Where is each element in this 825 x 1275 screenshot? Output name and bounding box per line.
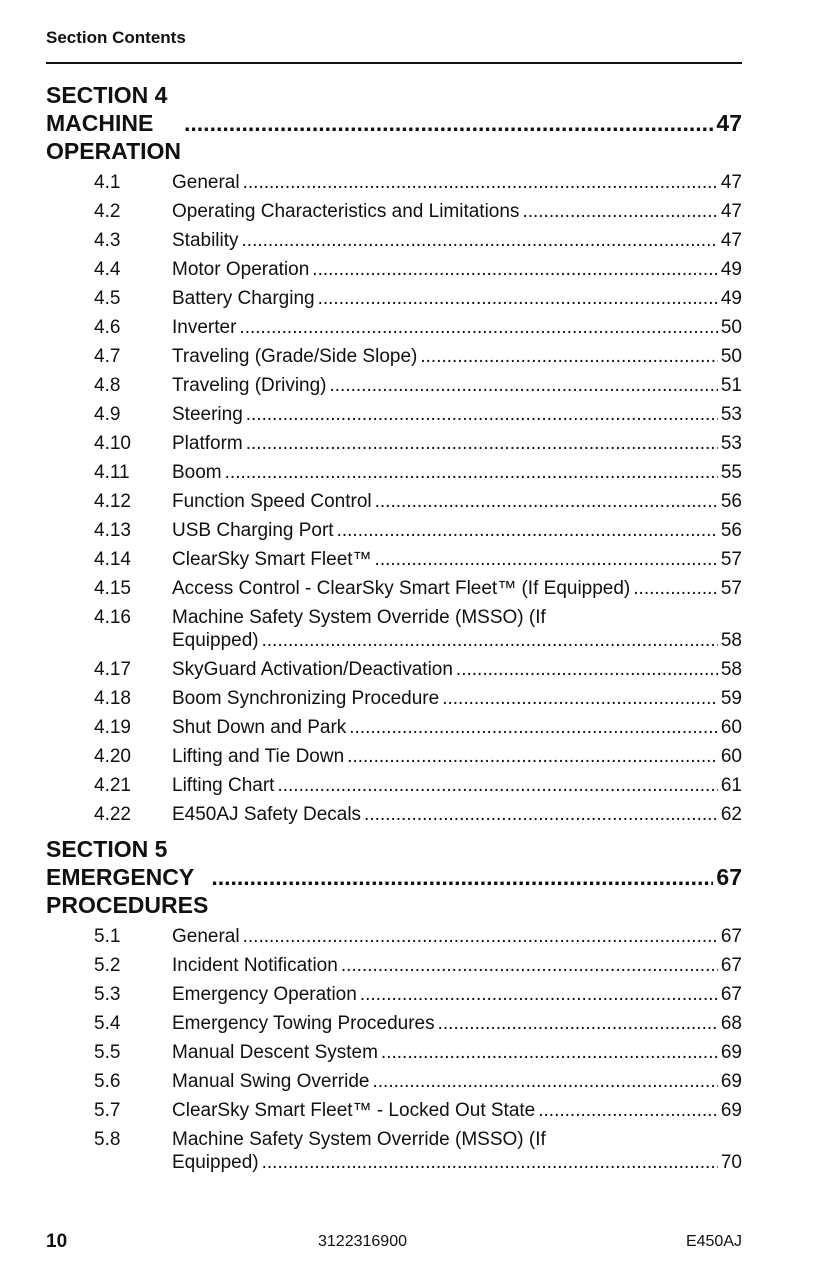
entry-number: 4.1 xyxy=(94,172,121,193)
dot-leader xyxy=(243,925,718,948)
entry-title: Stability xyxy=(172,230,239,251)
dot-leader xyxy=(239,316,717,339)
entry-page: 69 xyxy=(720,1100,742,1121)
entry-page: 53 xyxy=(720,433,742,454)
entry-number: 4.17 xyxy=(94,659,131,680)
table-of-contents xyxy=(46,82,742,1184)
entry-page: 57 xyxy=(720,549,742,570)
entry-title: General xyxy=(172,172,240,193)
entry-title: ClearSky Smart Fleet™ - Locked Out State xyxy=(172,1100,536,1121)
entry-page: 53 xyxy=(720,404,742,425)
toc-entry[interactable] xyxy=(46,925,742,948)
entry-title: Boom xyxy=(172,462,222,483)
footer-model: E450AJ xyxy=(685,1233,742,1250)
entry-page: 56 xyxy=(720,520,742,541)
entry-page: 68 xyxy=(720,1013,742,1034)
entry-number: 4.14 xyxy=(94,549,131,570)
toc-entry[interactable] xyxy=(46,658,742,681)
entry-number: 4.8 xyxy=(94,375,121,396)
entry-number: 5.3 xyxy=(94,984,121,1005)
dot-leader xyxy=(456,658,718,681)
dot-leader xyxy=(364,803,718,826)
entry-title: Lifting Chart xyxy=(172,775,275,796)
entry-page: 56 xyxy=(720,491,742,512)
entry-page: 62 xyxy=(720,804,742,825)
entry-title: Manual Descent System xyxy=(172,1042,378,1063)
entry-title: Traveling (Grade/Side Slope) xyxy=(172,346,418,367)
dot-leader xyxy=(312,258,718,281)
dot-leader xyxy=(538,1099,718,1122)
entry-page: 47 xyxy=(720,201,742,222)
entry-title: SkyGuard Activation/Deactivation xyxy=(172,659,453,680)
entry-title: Battery Charging xyxy=(172,288,315,309)
toc-entry[interactable] xyxy=(46,1041,742,1064)
section-page: 67 xyxy=(716,864,742,890)
toc-entry[interactable] xyxy=(46,954,742,977)
entry-number: 4.9 xyxy=(94,404,121,425)
footer-doc-number: 3122316900 xyxy=(318,1233,407,1250)
dot-leader xyxy=(246,403,718,426)
entry-number: 4.13 xyxy=(94,520,131,541)
entry-title: Inverter xyxy=(172,317,237,338)
entry-page: 69 xyxy=(720,1042,742,1063)
section-label: SECTION 5 xyxy=(46,836,168,862)
entry-title: Shut Down and Park xyxy=(172,717,347,738)
dot-leader xyxy=(246,432,718,455)
dot-leader xyxy=(438,1012,718,1035)
dot-leader xyxy=(381,1041,718,1064)
entry-page: 67 xyxy=(720,984,742,1005)
toc-entry[interactable] xyxy=(46,461,742,484)
entry-page: 61 xyxy=(720,775,742,796)
toc-entry[interactable] xyxy=(46,716,742,739)
toc-entry[interactable] xyxy=(46,258,742,281)
running-head: Section Contents xyxy=(46,28,186,47)
dot-leader xyxy=(243,171,718,194)
toc-entry[interactable] xyxy=(46,171,742,194)
toc-entry[interactable] xyxy=(46,1128,742,1174)
entry-number: 4.22 xyxy=(94,804,131,825)
entry-page: 47 xyxy=(720,172,742,193)
toc-entry[interactable] xyxy=(46,374,742,397)
dot-leader xyxy=(442,687,718,710)
entry-title: Emergency Operation xyxy=(172,984,357,1005)
entry-page: 58 xyxy=(720,659,742,680)
entry-title: USB Charging Port xyxy=(172,520,334,541)
entry-title: Equipped) xyxy=(172,630,259,651)
entry-page: 70 xyxy=(720,1152,742,1173)
entry-number: 4.18 xyxy=(94,688,131,709)
entry-number: 5.8 xyxy=(94,1129,121,1150)
dot-leader xyxy=(262,1151,718,1174)
entry-page: 57 xyxy=(720,578,742,599)
entry-page: 51 xyxy=(720,375,742,396)
entry-page: 60 xyxy=(720,746,742,767)
dot-leader xyxy=(372,1070,717,1093)
entry-number: 5.2 xyxy=(94,955,121,976)
toc-entry[interactable] xyxy=(46,803,742,826)
dot-leader xyxy=(360,983,718,1006)
dot-leader xyxy=(349,716,718,739)
dot-leader xyxy=(375,490,718,513)
dot-leader xyxy=(375,548,718,571)
entry-number: 4.5 xyxy=(94,288,121,309)
toc-entry[interactable] xyxy=(46,316,742,339)
dot-leader xyxy=(318,287,718,310)
toc-entry[interactable] xyxy=(46,983,742,1006)
entry-title: General xyxy=(172,926,240,947)
section-title-row[interactable] xyxy=(46,863,742,919)
entry-number: 4.19 xyxy=(94,717,131,738)
toc-entry[interactable] xyxy=(46,606,742,652)
section-title: EMERGENCY PROCEDURES xyxy=(46,864,209,918)
entry-number: 4.6 xyxy=(94,317,121,338)
entry-number: 4.20 xyxy=(94,746,131,767)
header-rule xyxy=(46,62,742,64)
entry-number: 5.1 xyxy=(94,926,121,947)
entry-title: Operating Characteristics and Limitations xyxy=(172,201,520,222)
section-label: SECTION 4 xyxy=(46,82,168,108)
entry-number: 4.21 xyxy=(94,775,131,796)
toc-entry[interactable] xyxy=(46,548,742,571)
entry-page: 47 xyxy=(720,230,742,251)
entry-title: Boom Synchronizing Procedure xyxy=(172,688,440,709)
section-page: 47 xyxy=(716,110,742,136)
entry-title: Emergency Towing Procedures xyxy=(172,1013,435,1034)
entry-title: Access Control - ClearSky Smart Fleet™ (If Equipped) xyxy=(172,578,631,599)
toc-section xyxy=(46,836,742,1174)
dot-leader xyxy=(211,863,713,891)
entry-number: 5.6 xyxy=(94,1071,121,1092)
dot-leader xyxy=(242,229,718,252)
entry-number: 4.4 xyxy=(94,259,121,280)
entry-page: 67 xyxy=(720,926,742,947)
toc-entry[interactable] xyxy=(46,774,742,797)
entry-number: 4.2 xyxy=(94,201,121,222)
entry-number: 5.7 xyxy=(94,1100,121,1121)
toc-entry[interactable] xyxy=(46,345,742,368)
entry-number: 5.5 xyxy=(94,1042,121,1063)
entry-page: 49 xyxy=(720,259,742,280)
footer-page-number: 10 xyxy=(46,1231,68,1252)
entry-title: Traveling (Driving) xyxy=(172,375,327,396)
entry-number: 5.4 xyxy=(94,1013,121,1034)
section-title: MACHINE OPERATION xyxy=(46,110,182,164)
entry-title: ClearSky Smart Fleet™ xyxy=(172,549,372,570)
entry-number: 4.7 xyxy=(94,346,121,367)
entry-title: Equipped) xyxy=(172,1152,259,1173)
entry-title: Function Speed Control xyxy=(172,491,372,512)
entry-page: 60 xyxy=(720,717,742,738)
toc-entry[interactable] xyxy=(46,403,742,426)
entry-title: Steering xyxy=(172,404,243,425)
entry-title: E450AJ Safety Decals xyxy=(172,804,362,825)
toc-entry[interactable] xyxy=(46,432,742,455)
toc-entry[interactable] xyxy=(46,519,742,542)
entry-page: 69 xyxy=(720,1071,742,1092)
entry-title: Machine Safety System Override (MSSO) (If xyxy=(172,607,546,628)
entry-page: 50 xyxy=(720,317,742,338)
entry-title: Machine Safety System Override (MSSO) (If xyxy=(172,1129,546,1150)
entry-title: Manual Swing Override xyxy=(172,1071,370,1092)
dot-leader xyxy=(522,200,717,223)
toc-entry[interactable] xyxy=(46,745,742,768)
entry-page: 58 xyxy=(720,630,742,651)
toc-entry[interactable] xyxy=(46,1099,742,1122)
entry-number: 4.12 xyxy=(94,491,131,512)
toc-section xyxy=(46,82,742,826)
entry-title: Platform xyxy=(172,433,243,454)
section-title-row[interactable] xyxy=(46,109,742,165)
dot-leader xyxy=(330,374,718,397)
entry-title: Motor Operation xyxy=(172,259,310,280)
entry-title: Incident Notification xyxy=(172,955,338,976)
toc-entry[interactable] xyxy=(46,1012,742,1035)
entry-number: 4.3 xyxy=(94,230,121,251)
dot-leader xyxy=(420,345,718,368)
entry-page: 67 xyxy=(720,955,742,976)
toc-entry[interactable] xyxy=(46,577,742,600)
entry-page: 59 xyxy=(720,688,742,709)
toc-entry[interactable] xyxy=(46,287,742,310)
dot-leader xyxy=(262,629,718,652)
dot-leader xyxy=(337,519,718,542)
toc-entry[interactable] xyxy=(46,200,742,223)
dot-leader xyxy=(347,745,718,768)
dot-leader xyxy=(633,577,718,600)
toc-entry[interactable] xyxy=(46,229,742,252)
entry-number: 4.15 xyxy=(94,578,131,599)
toc-entry[interactable] xyxy=(46,490,742,513)
toc-entry[interactable] xyxy=(46,1070,742,1093)
dot-leader xyxy=(225,461,718,484)
entry-page: 55 xyxy=(720,462,742,483)
dot-leader xyxy=(277,774,717,797)
toc-entry[interactable] xyxy=(46,687,742,710)
entry-page: 49 xyxy=(720,288,742,309)
entry-page: 50 xyxy=(720,346,742,367)
dot-leader xyxy=(341,954,718,977)
entry-number: 4.16 xyxy=(94,607,131,628)
entry-number: 4.11 xyxy=(94,462,130,483)
entry-title: Lifting and Tie Down xyxy=(172,746,345,767)
entry-number: 4.10 xyxy=(94,433,131,454)
dot-leader xyxy=(184,109,713,137)
